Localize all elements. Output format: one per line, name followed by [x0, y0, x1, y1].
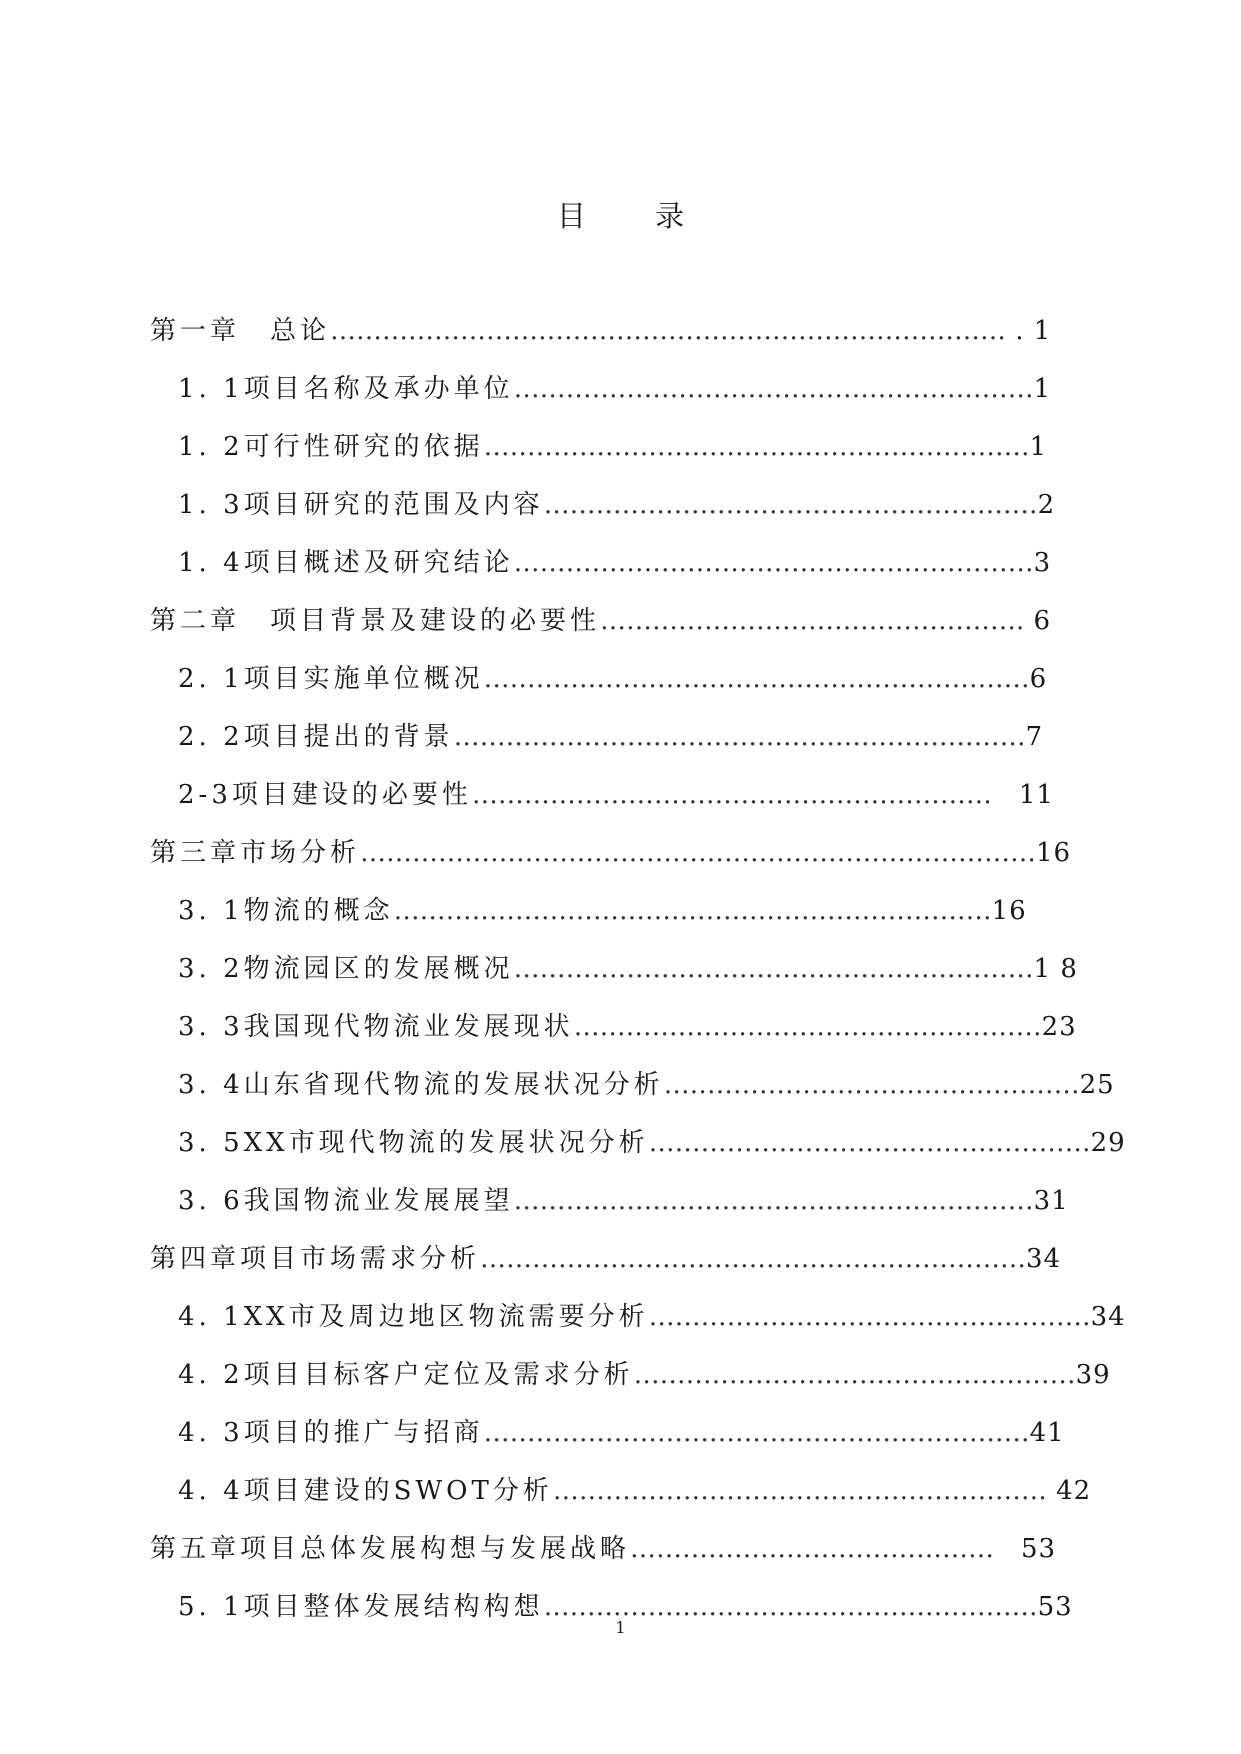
toc-section-entry[interactable]	[150, 1006, 1077, 1064]
toc-dot-leader: ……………………………………	[630, 1534, 995, 1564]
toc-dot-leader: …………………………………………………	[543, 1592, 1038, 1622]
toc-entry-title: 1. 1项目名称及承办单位	[178, 374, 514, 404]
toc-section-entry[interactable]	[150, 1354, 1111, 1412]
toc-page-number: 53	[1037, 1592, 1073, 1622]
toc-chapter-entry[interactable]	[150, 310, 1052, 368]
toc-page-number: 53	[994, 1534, 1057, 1564]
toc-dot-leader: ……………………………………………………………………	[330, 316, 1007, 346]
toc-entry-title: 3. 6我国物流业发展展望	[178, 1186, 514, 1216]
toc-page-number: 41	[1029, 1418, 1065, 1448]
toc-page-number: 1 8	[1033, 954, 1078, 984]
toc-dot-leader: ……………………………………………………	[513, 954, 1034, 984]
toc-entry-title: 4. 2项目目标客户定位及需求分析	[178, 1360, 634, 1390]
toc-page-number: 23	[1041, 1012, 1077, 1042]
page-title: 目 录	[556, 199, 715, 233]
toc-dot-leader: ………………………………………………………	[483, 1418, 1030, 1448]
toc-page-number: 25	[1079, 1070, 1115, 1100]
toc-page-number: 11	[991, 780, 1054, 810]
toc-dot-leader: ………………………………………………	[573, 1012, 1042, 1042]
toc-section-entry[interactable]	[150, 1412, 1065, 1470]
toc-page-number: 7	[1025, 722, 1044, 752]
toc-page-number: 1	[1033, 374, 1052, 404]
toc-entry-title: 3. 4山东省现代物流的发展状况分析	[178, 1070, 664, 1100]
toc-entry-title: 第一章 总论	[150, 316, 331, 346]
toc-dot-leader: ……………………………………………………	[513, 1186, 1034, 1216]
toc-page-number: 6	[1029, 664, 1048, 694]
toc-section-entry[interactable]	[150, 1180, 1069, 1238]
toc-entry-title: 5. 1项目整体发展结构构想	[178, 1592, 544, 1622]
toc-dot-leader: …………………………………………	[663, 1070, 1080, 1100]
toc-entry-title: 3. 1物流的概念	[178, 896, 394, 926]
toc-section-entry[interactable]	[150, 774, 1054, 832]
toc-page-number: 39	[1075, 1360, 1111, 1390]
page-number: 1	[615, 1618, 626, 1637]
toc-section-entry[interactable]	[150, 890, 1027, 948]
toc-entry-title: 第四章项目市场需求分析	[150, 1244, 481, 1274]
toc-dot-leader: ……………………………………………………	[513, 548, 1034, 578]
toc-dot-leader: ……………………………………………………	[513, 374, 1034, 404]
toc-section-entry[interactable]	[150, 1470, 1092, 1528]
toc-dot-leader: ……………………………………………………	[471, 780, 992, 810]
toc-page-number: 1	[1029, 432, 1048, 462]
toc-entry-title: 2. 2项目提出的背景	[178, 722, 454, 752]
toc-section-entry[interactable]	[150, 1064, 1115, 1122]
toc-section-entry[interactable]	[150, 1296, 1126, 1354]
toc-chapter-entry[interactable]	[150, 1528, 1057, 1586]
toc-section-entry[interactable]	[150, 542, 1052, 600]
toc-entry-title: 第五章项目总体发展构想与发展战略	[150, 1534, 631, 1564]
toc-entry-title: 1. 2可行性研究的依据	[178, 432, 484, 462]
toc-entry-title: 4. 3项目的推广与招商	[178, 1418, 484, 1448]
toc-dot-leader: ……………………………………………	[633, 1360, 1076, 1390]
toc-page-number: 2	[1037, 490, 1056, 520]
toc-entry-title: 3. 3我国现代物流业发展现状	[178, 1012, 574, 1042]
toc-entry-title: 1. 4项目概述及研究结论	[178, 548, 514, 578]
toc-chapter-entry[interactable]	[150, 1238, 1062, 1296]
toc-section-entry[interactable]	[150, 484, 1056, 542]
toc-page-number: 34	[1090, 1302, 1126, 1332]
toc-section-entry[interactable]	[150, 368, 1052, 426]
toc-entry-title: 4. 4项目建设的SWOT分析	[178, 1476, 553, 1506]
toc-page-number: 16	[991, 896, 1027, 926]
toc-page-number: 42	[1046, 1476, 1092, 1506]
toc-page-number: . 1	[1006, 316, 1052, 346]
toc-page-number: 6	[1024, 606, 1052, 636]
toc-entry-title: 第三章市场分析	[150, 838, 361, 868]
toc-dot-leader: ………………………………………………………	[480, 1244, 1027, 1274]
toc-section-entry[interactable]	[150, 716, 1044, 774]
toc-dot-leader: ……………………………………………………………………	[360, 838, 1037, 868]
toc-entry-title: 1. 3项目研究的范围及内容	[178, 490, 544, 520]
toc-page-number: 31	[1033, 1186, 1069, 1216]
toc-dot-leader: …………………………………………………	[543, 490, 1038, 520]
toc-entry-title: 2-3项目建设的必要性	[178, 780, 472, 810]
toc-dot-leader: ………………………………………………………	[483, 432, 1030, 462]
table-of-contents	[150, 310, 1126, 1644]
toc-section-entry[interactable]	[150, 1122, 1126, 1180]
toc-chapter-entry[interactable]	[150, 832, 1072, 890]
toc-section-entry[interactable]	[150, 948, 1078, 1006]
toc-chapter-entry[interactable]	[150, 600, 1052, 658]
toc-entry-title: 4. 1XX市及周边地区物流需要分析	[178, 1302, 649, 1332]
toc-dot-leader: ………………………………………….	[600, 606, 1025, 636]
toc-section-entry[interactable]	[150, 426, 1048, 484]
toc-dot-leader: …………………………………………………	[552, 1476, 1047, 1506]
toc-dot-leader: ………………………………………………………	[483, 664, 1030, 694]
toc-entry-title: 3. 5XX市现代物流的发展状况分析	[178, 1128, 649, 1158]
toc-page-number: 16	[1036, 838, 1072, 868]
toc-section-entry[interactable]	[150, 658, 1048, 716]
toc-dot-leader: ……………………………………………	[648, 1302, 1091, 1332]
toc-dot-leader: ……………………………………………………………	[393, 896, 992, 926]
toc-dot-leader: …………………………………………………………	[453, 722, 1026, 752]
toc-entry-title: 3. 2物流园区的发展概况	[178, 954, 514, 984]
toc-dot-leader: ……………………………………………	[648, 1128, 1091, 1158]
toc-page-number: 3	[1033, 548, 1052, 578]
toc-entry-title: 第二章 项目背景及建设的必要性	[150, 606, 601, 636]
toc-page-number: 34	[1026, 1244, 1062, 1274]
toc-entry-title: 2. 1项目实施单位概况	[178, 664, 484, 694]
toc-page-number: 29	[1090, 1128, 1126, 1158]
